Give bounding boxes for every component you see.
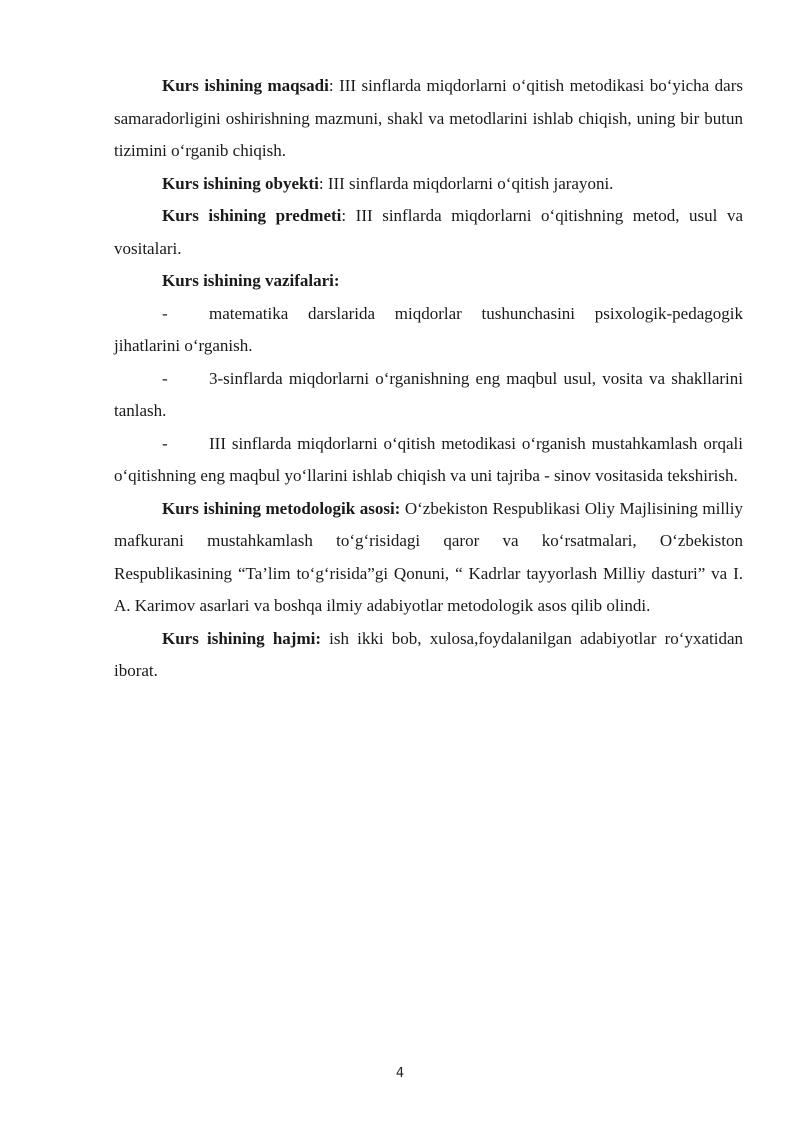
object-separator: : — [318, 173, 328, 193]
tasks-label: Kurs ishining vazifalari: — [162, 271, 340, 290]
subject-separator: : — [341, 206, 356, 225]
subject-label: Kurs ishining predmeti — [162, 206, 342, 225]
task-text: 3-sinflarda miqdorlarni o‘rganishning eng maqbul usul, vosita va shakllarini tanlash. — [114, 368, 743, 420]
volume-text: ish ikki bob, xulosa,foydalanilgan adabiyotlar ro‘yxatidan iborat. — [114, 628, 743, 680]
object-text: III sinflarda miqdorlarni o‘qitish jarayoni. — [327, 173, 614, 193]
task-text: matematika darslarida miqdorlar tushunchasini psixologik-pedagogik jihatlarini o‘rganish. — [114, 303, 743, 355]
page-number: 4 — [395, 1066, 405, 1081]
task-item-2 — [114, 363, 743, 428]
volume-label: Kurs ishining hajmi: — [162, 628, 321, 648]
methodology-text: O‘zbekiston Respublikasi Oliy Majlisining milliy mafkurani mustahkamlash to‘g‘risidagi qaror va ko‘rsatmalari, O‘zbekiston Respublikasining “Ta’lim to‘g‘risida”gi Qonuni, “ Kadrlar tayyorlash Milliy dasturi” va I. A. Karimov asarlari va boshqa ilmiy adabiyotlar metodologik asos qilib olindi. — [114, 498, 744, 615]
object-label: Kurs ishining obyekti — [162, 173, 319, 193]
goal-label: Kurs ishining maqsadi — [162, 76, 329, 95]
task-dash: - — [162, 368, 168, 388]
paragraph-goal — [114, 70, 743, 168]
paragraph-subject — [114, 200, 743, 265]
paragraph-tasks-heading — [114, 265, 743, 298]
task-item-1 — [114, 298, 743, 363]
goal-text: III sinflarda miqdorlarni o‘qitish metodikasi bo‘yicha dars samaradorligini oshirishning mazmuni, shakl va metodlarini ishlab chiqish, uning bir butun tizimini o‘rganib chiqish. — [114, 76, 743, 160]
paragraph-object — [114, 168, 743, 201]
task-item-3 — [114, 428, 743, 493]
task-text: III sinflarda miqdorlarni o‘qitish metodikasi o‘rganish mustahkamlash orqali o‘qitishning eng maqbul yo‘llarini ishlab chiqish va uni tajriba - sinov vositasida tekshirish. — [114, 433, 743, 485]
goal-separator: : — [328, 76, 340, 95]
task-dash: - — [162, 433, 168, 453]
methodology-label: Kurs ishining metodologik asosi: — [162, 498, 401, 518]
paragraph-volume — [114, 623, 743, 688]
subject-text: III sinflarda miqdorlarni o‘qitishning metod, usul va vositalari. — [114, 206, 743, 258]
paragraph-methodology — [114, 493, 743, 623]
task-dash: - — [162, 303, 168, 323]
page-body — [114, 70, 743, 688]
